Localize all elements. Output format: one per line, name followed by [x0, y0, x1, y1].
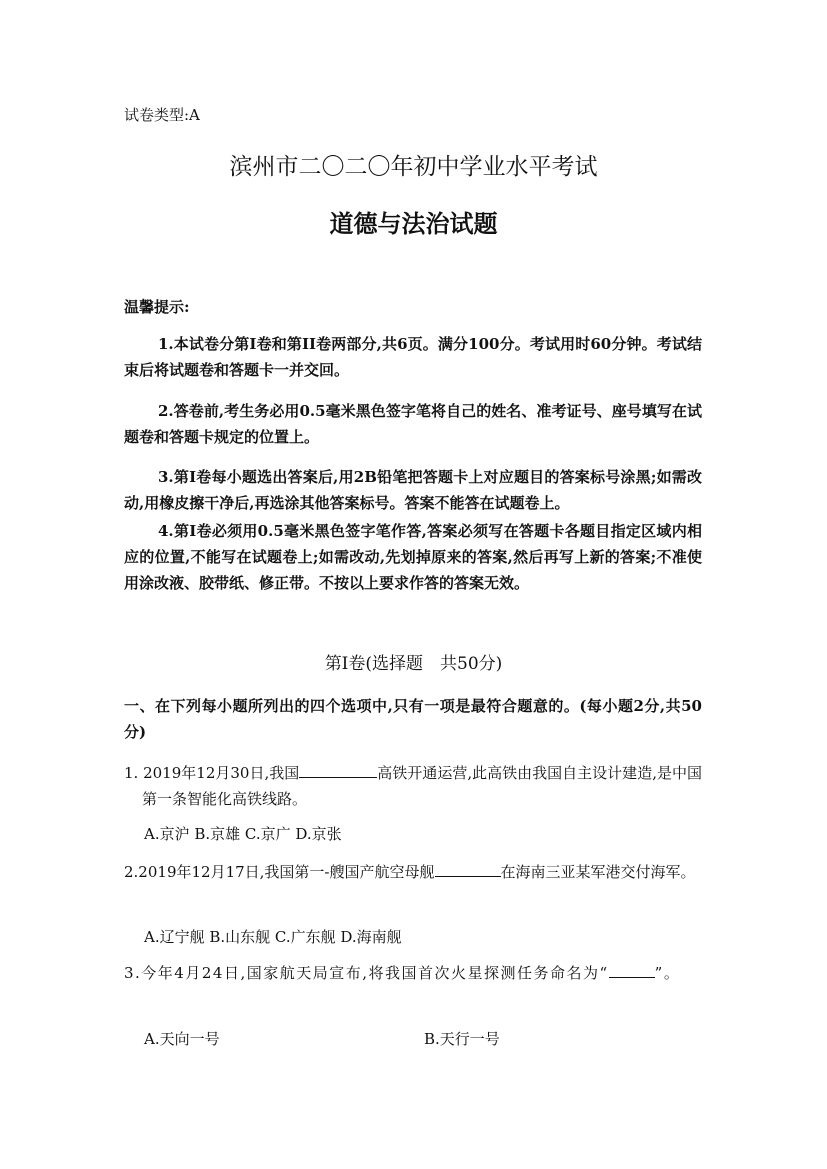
section-title: 一、在下列每小题所列出的四个选项中,只有一项是最符合题意的。(每小题2分,共50分): [124, 697, 702, 741]
answer-blank: [299, 762, 377, 778]
question-stem-end: ”。: [654, 964, 681, 982]
question-2: [124, 859, 702, 885]
question-stem-start: 2.2019年12月17日,我国第一-艘国产航空母舰: [124, 863, 435, 881]
question-3: [124, 960, 702, 986]
notice-item: 1.本试卷分第Ⅰ卷和第II卷两部分,共6页。满分100分。考试用时60分钟。考试结束后将试题卷和答题卡一并交回。: [124, 335, 702, 379]
question-stem-end: 在海南三亚某军港交付海军。: [500, 863, 696, 881]
question-stem-end: 高铁开通运营,此高铁由我国自主设计建造,是中国第一条智能化高铁线路。: [142, 764, 702, 808]
exam-title: 滨州市二〇二〇年初中学业水平考试: [229, 154, 598, 180]
answer-blank: [609, 962, 655, 978]
question-stem-start: 1. 2019年12月30日,我国: [124, 764, 300, 782]
exam-type-label: 试卷类型:A: [124, 106, 200, 124]
question-stem-start: 3.今年4月24日,国家航天局宣布,将我国首次火星探测任务命名为“: [124, 964, 609, 982]
notice-item: 3.第Ⅰ卷每小题选出答案后,用2B铅笔把答题卡上对应题目的答案标号涂黑;如需改动,用橡皮擦干净后,再选涂其他答案标号。答案不能答在试题卷上。: [124, 468, 702, 512]
notice-heading: 温馨提示:: [124, 298, 190, 316]
question-2-options: A.辽宁舰 B.山东舰 C.广东舰 D.海南舰: [144, 928, 402, 946]
answer-blank: [435, 861, 501, 877]
notice-item: 4.第Ⅰ卷必须用0.5毫米黑色签字笔作答,答案必须写在答题卡各题目指定区域内相应的位置,不能写在试题卷上;如需改动,先划掉原来的答案,然后再写上新的答案;不准使用涂改液、胶带纸、修正带。不按以上要求作答的答案无效。: [124, 522, 702, 592]
question-3-option-b: B.天行一号: [424, 1030, 500, 1048]
question-1-options: A.京沪 B.京雄 C.京广 D.京张: [144, 825, 342, 843]
part-heading: 第Ⅰ卷(选择题 共50分): [324, 654, 503, 674]
question-1: [124, 760, 702, 812]
notice-item: 2.答卷前,考生务必用0.5毫米黑色签字笔将自己的姓名、准考证号、座号填写在试题卷和答题卡规定的位置上。: [124, 402, 702, 446]
question-3-option-a: A.天向一号: [144, 1030, 220, 1048]
subject-title: 道德与法治试题: [329, 209, 498, 238]
